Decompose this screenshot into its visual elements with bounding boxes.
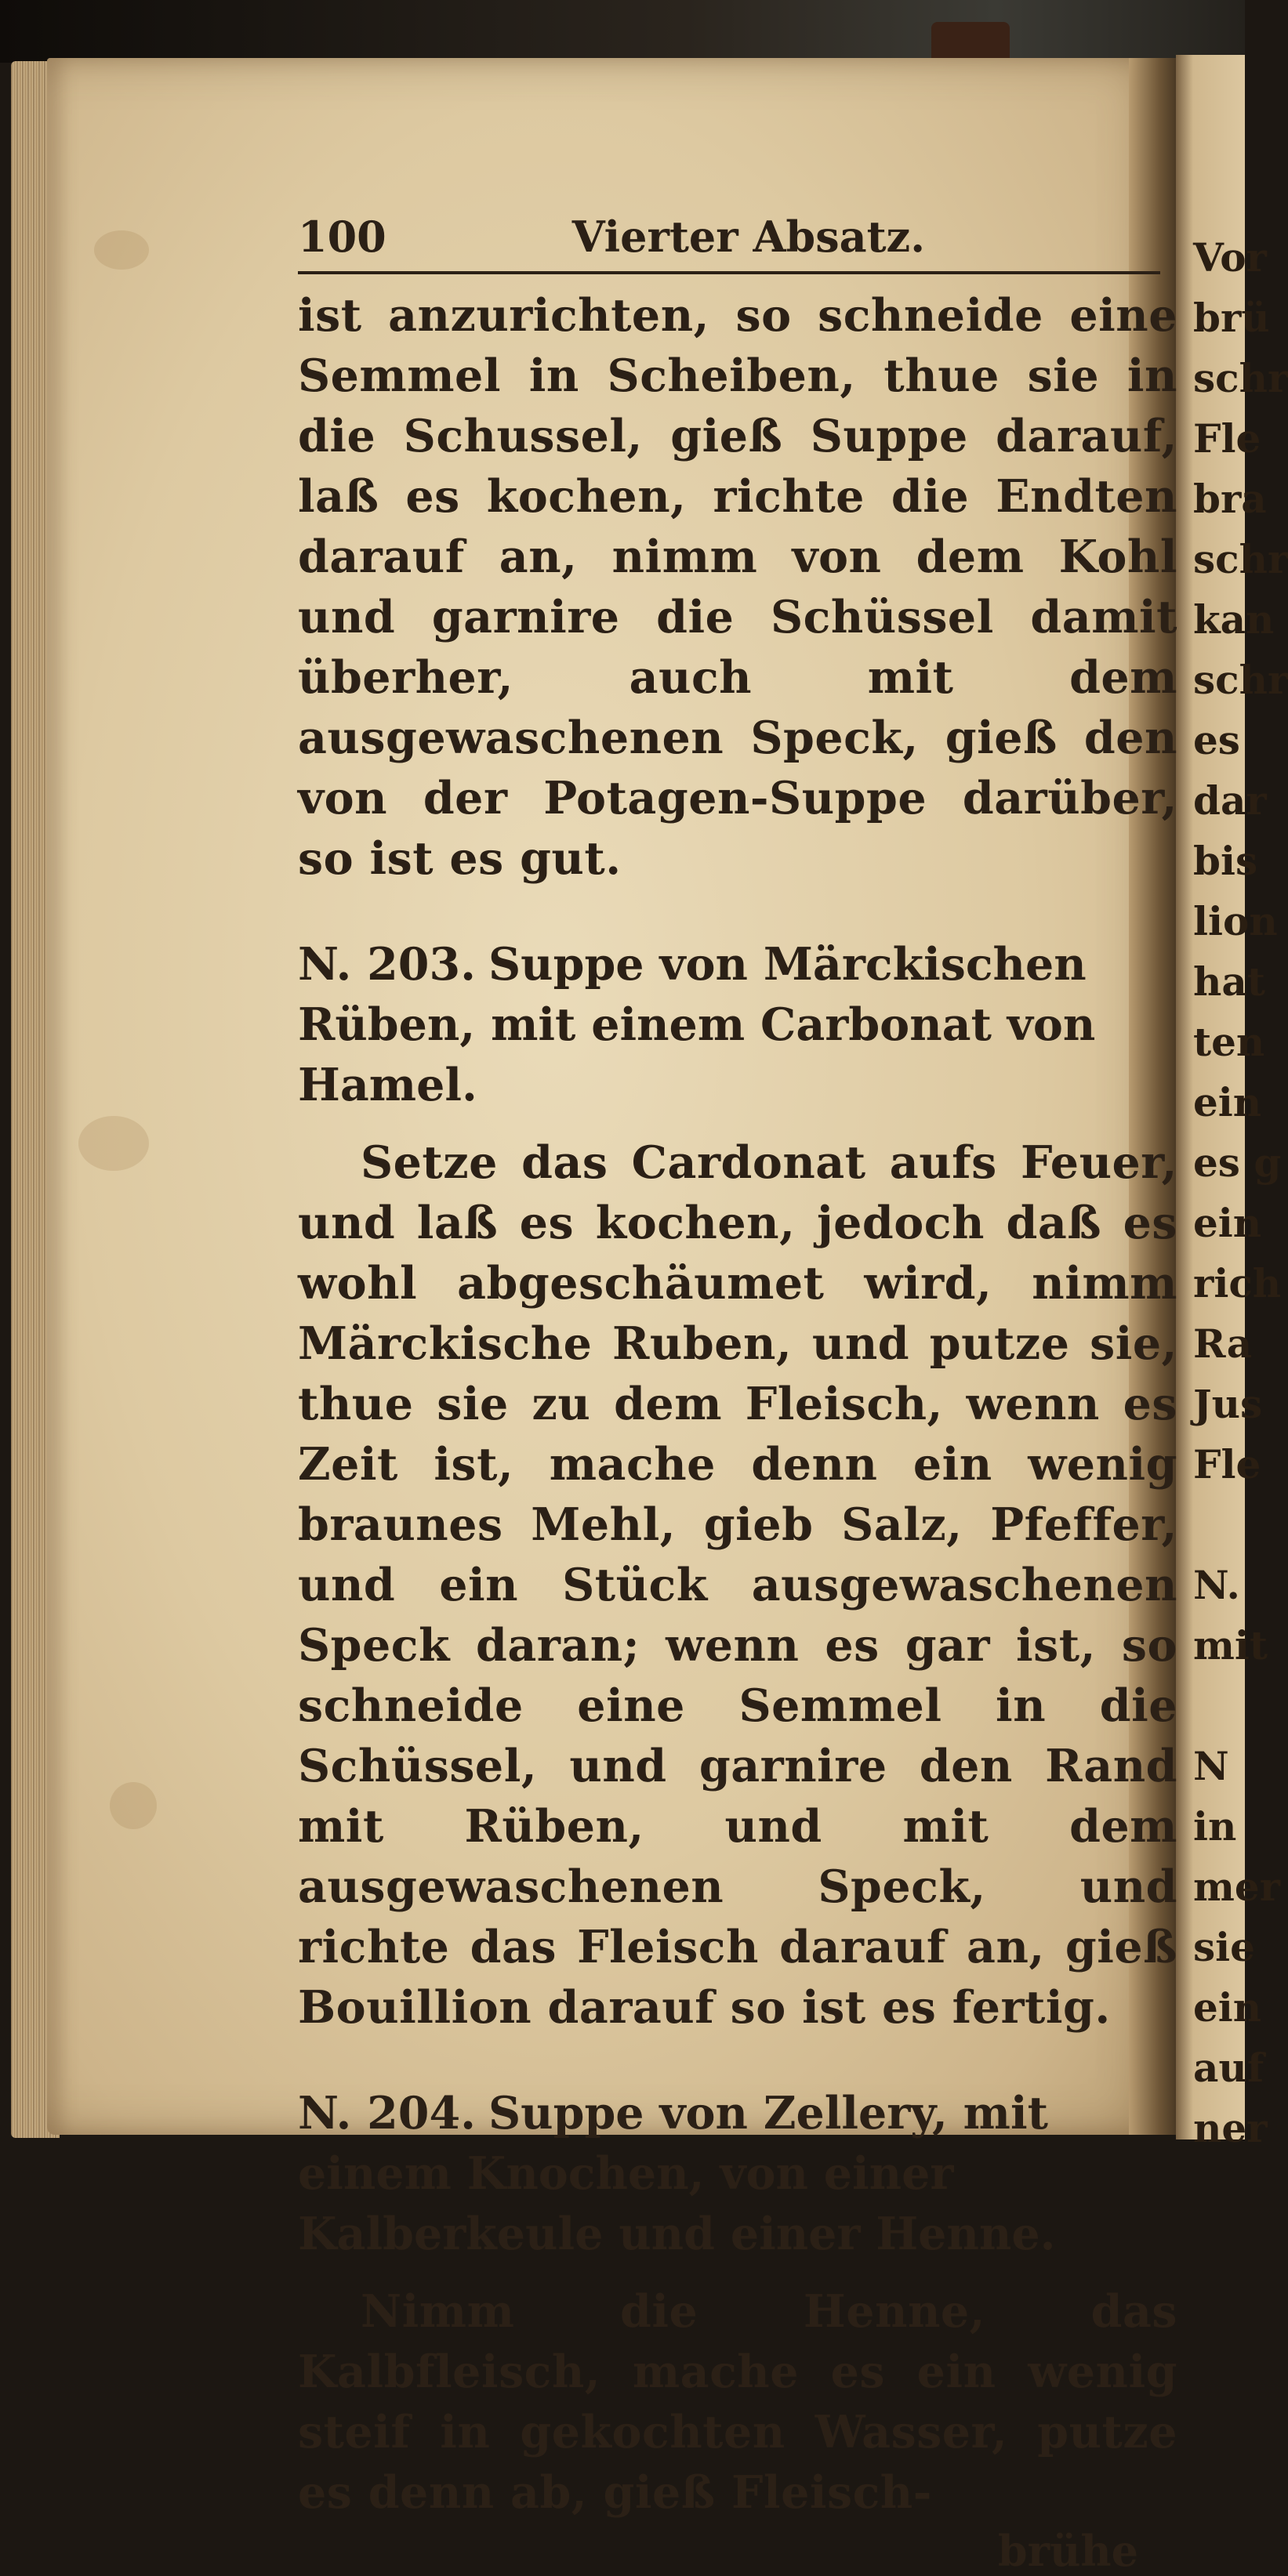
facing-page-fragment: brü [1193,295,1270,341]
facing-page-fragments [1176,227,1288,2158]
facing-page-fragment: ner [1193,2105,1268,2151]
page-number: 100 [298,212,386,262]
facing-page-fragment: schr [1193,355,1288,401]
paper-stain [78,1116,149,1171]
facing-page-fragment: es [1193,717,1240,763]
recipe-heading: Suppe von Zellery, mit einem Knochen, von einer Kalberkeule und einer Henne. [298,2087,1056,2260]
paper-stain [110,1782,157,1829]
page-content [298,212,1177,2576]
facing-page-fragment: auf [1193,2045,1264,2091]
facing-page-fragment [1176,1495,1288,1555]
facing-page-fragment: es g [1193,1139,1282,1186]
recipe-title-203 [298,934,1177,1115]
facing-page-fragment: dar [1193,777,1267,824]
facing-page-fragment: bis [1193,838,1258,884]
recipe-number: N. 203. [298,938,476,991]
facing-page-fragment: mit [1193,1622,1268,1668]
recipe-title-204 [298,2083,1177,2264]
facing-page-fragment: kan [1193,596,1275,643]
facing-page-fragment: schr [1193,657,1288,703]
facing-page-fragment: ten [1193,1019,1265,1065]
recipe-number: N. 204. [298,2087,476,2139]
catchword: brühe [997,2526,1138,2576]
facing-page-fragment: ein [1193,1079,1262,1125]
facing-page-fragment: Jus [1193,1381,1263,1427]
intro-paragraph: ist anzurichten, so schneide eine Semmel in Scheiben, thue sie in die Schussel, gieß Suppe darauf, laß es kochen, richte die Endten darauf an, nimm von dem Kohl und garnire die Schüssel damit überher, auch mit dem ausgewaschenen Speck, gieß den von der Potagen-Suppe darüber, so ist es gut. [298,289,1177,885]
facing-page-fragment: ein [1193,1200,1262,1246]
backdrop [0,0,1245,63]
facing-page-fragment: Fle [1193,415,1261,462]
facing-page-fragment: ein [1193,1984,1262,2031]
facing-page-fragment: Vor [1193,234,1267,281]
header-rule [298,271,1160,274]
facing-page-fragment: N. [1193,1562,1240,1608]
facing-page-fragment: sie [1193,1924,1255,1970]
recipe-text-203: Setze das Cardonat aufs Feuer, und laß es kochen, jedoch daß es wohl abgeschäumet wird, nimm Märckische Ruben, und putze sie, thue sie zu dem Fleisch, wenn es Zeit ist, mache denn ein wenig braunes Mehl, gieb Salz, Pfeffer, und ein Stück ausgewaschenen Speck daran; wenn es gar ist, so schneide eine Semmel in die Schüssel, und garnire den Rand mit Rüben, und mit dem ausgewaschenen Speck, und richte das Fleisch darauf an, gieß Bouillion darauf so ist es fertig. [298,1136,1177,2034]
facing-page-fragment: mer [1193,1864,1281,1910]
facing-page-edge [1176,55,1288,2151]
facing-page-fragment: Fle [1193,1441,1261,1487]
facing-page-fragment: rich [1193,1260,1282,1306]
page-header [298,212,1160,262]
recipe-heading: Suppe von Märckischen Rüben, mit einem Carbonat von Hamel. [298,938,1096,1111]
facing-page-fragment [1176,1676,1288,1736]
facing-page-fragment: lion [1193,898,1278,944]
ribbon-bookmark [931,22,1010,58]
facing-page-fragment: in [1193,1803,1237,1850]
facing-page-fragment: bra [1193,476,1267,522]
recipe-text-204: Nimm die Henne, das Kalbfleisch, mache es ein wenig steif in gekochten Wasser, putze es denn ab, gieß Fleisch- [298,2285,1177,2519]
running-head: Vierter Absatz. [571,212,925,262]
facing-page-fragment: hat [1193,958,1265,1005]
facing-page-fragment: N [1193,1743,1229,1789]
facing-page-fragment: schr [1193,536,1288,582]
facing-page-fragment: Ra [1193,1321,1253,1367]
paper-stain [94,230,149,270]
